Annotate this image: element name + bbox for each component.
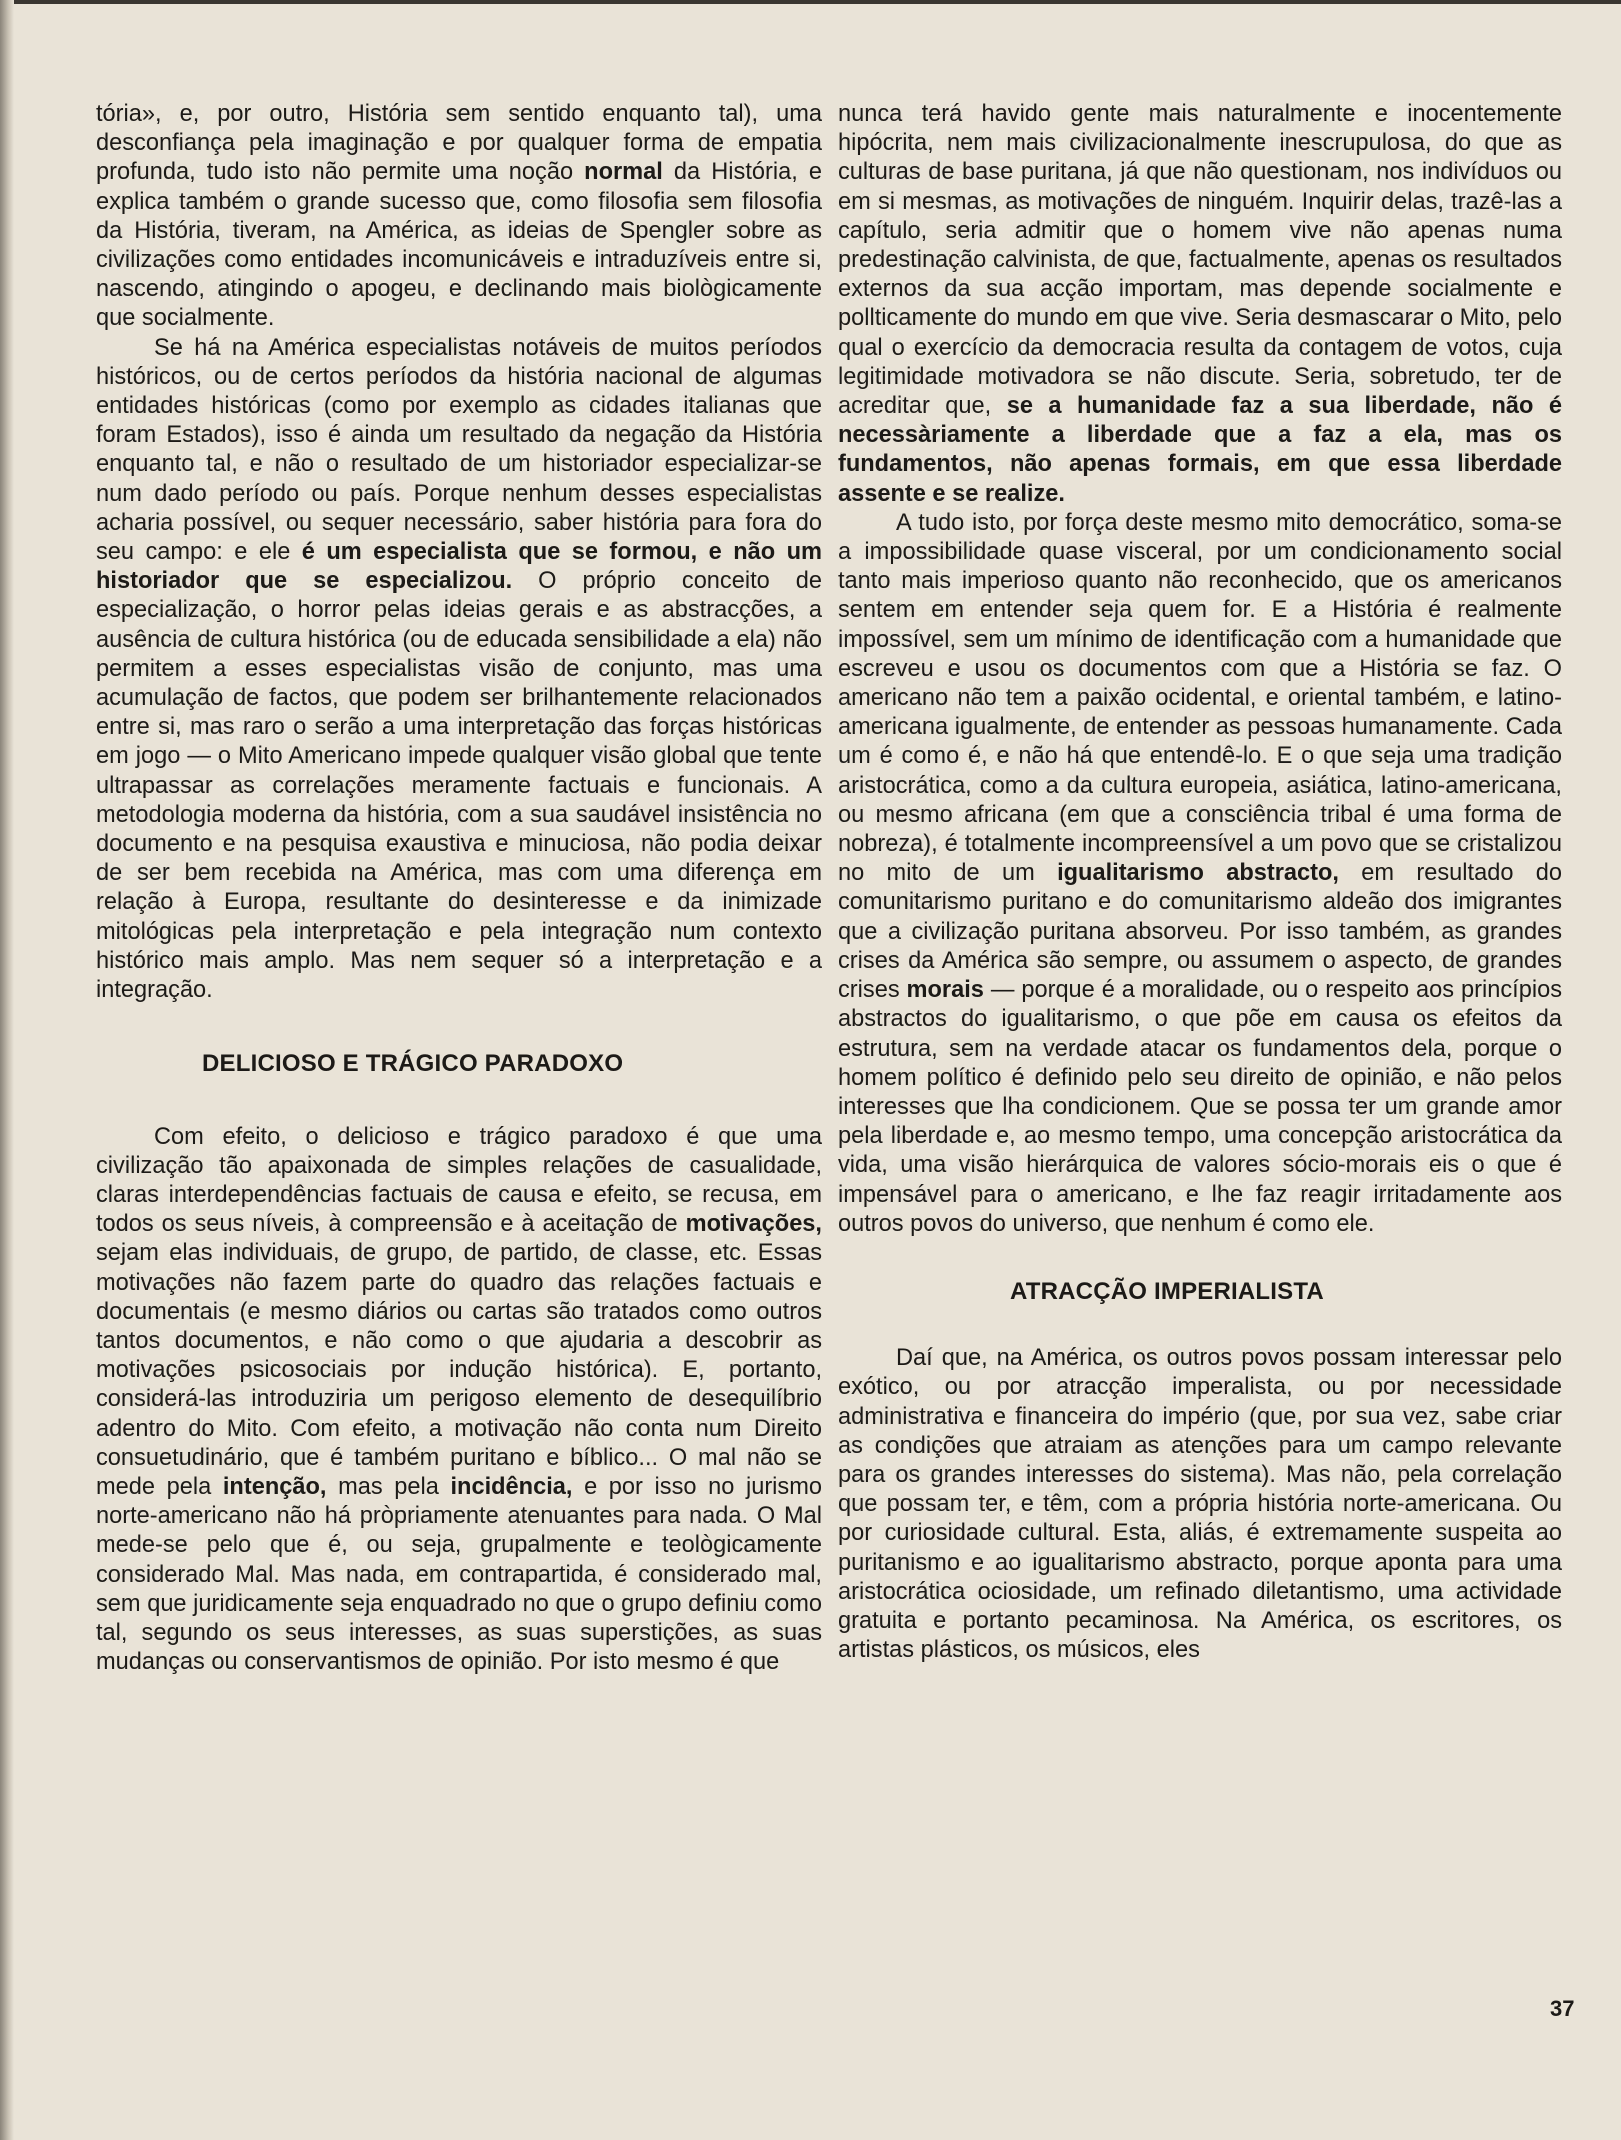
text-run: em resultado do comunitarismo puritano e do comunitarismo aldeão dos imigrantes que a civilização puritana absorveu. Por isso também, as grandes crises da América são sempre, ou assumem o aspecto, de grandes crises [838,860,1563,1004]
text-run: A tudo isto, por força deste mesmo mito democrático, soma-se a impossibilidade quase visceral, por um condicionamento social tanto mais imperioso quanto não reconhecido, que os americanos sentem em entender seja quem for. E a História é realmente impossível, sem um mínimo de identificação com a humanidade que escreveu e usou os documentos com que a História se faz. O americano não tem a paixão ocidental, e oriental também, e latino-americana igualmente, de entender as pessoas humanamente. Cada um é como é, e não há que entendê-lo. E o que seja uma tradição aristocrática, como a da cultura europeia, asiática, latino-americana, ou mesmo africana (em que a consciência tribal é uma forma de nobreza), é totalmente incompreensível a um povo que se cristalizou no mito de um [838,509,1562,887]
text-run: O próprio conceito de especialização, o horror pelas ideias gerais e as abstracções, a ausência de cultura histórica (ou de educada sensibilidade a ela) não permitem a esses especialistas visão de conjunto, mas uma acumulação de factos, que podem ser brilhantemente relacionados entre si, mas raro o serão a uma interpretação das forças históricas em jogo — o Mito Americano impede qualquer visão global que tente ultrapassar as correlações meramente factuais e funcionais. A metodologia moderna da história, com a sua saudável insistência no documento e na pesquisa exaustiva e minuciosa, não podia deixar de ser bem recebida na América, mas com uma diferença em relação à Europa, resultante do desinteresse e da inimizade mitológicas pela interpretação e pela integração num contexto histórico mais amplo. Mas nem sequer só a interpretação e a integração. [96,568,822,1004]
bold-text-run: se a humanidade faz a sua liberdade, não é necessàriamente a liberdade que a faz a ela, mas os fundamentos, não apenas formais, em que essa liberdade assente e se realize. [838,393,1562,507]
page-binding-edge [0,0,14,2140]
text-run: Se há na América especialistas notáveis de muitos períodos históricos, ou de certos períodos da história nacional de algumas entidades históricas (como por exemplo as cidades italianas que foram Estados), isso é ainda um resultado da negação da História enquanto tal, e não o resultado de um historiador especializar-se num dado período ou país. Porque nenhum desses especialistas acharia possível, ou sequer necessário, saber história para fora do seu campo: e ele [96,334,822,566]
paragraph [96,100,822,334]
text-run: da História, e explica também o grande sucesso que, como filosofia sem filosofia da História, tiveram, na América, as ideias de Spengler sobre as civilizações como entidades incomunicáveis e intraduzíveis entre si, nascendo, atingindo o apogeu, e declinando mais biològicamente que socialmente. [96,159,822,332]
paragraph [838,100,1562,509]
bold-text-run: motivações, [685,1211,822,1238]
bold-text-run: morais [906,977,984,1004]
section-heading: DELICIOSO E TRÁGICO PARADOXO [202,1050,624,1078]
paragraph [96,1123,822,1678]
paragraph [96,334,822,1006]
right-column [838,100,1562,1665]
bold-text-run: intenção, [222,1473,327,1500]
bold-text-run: incidência, [450,1473,573,1500]
text-run: — porque é a moralidade, ou o respeito aos princípios abstractos do igualitarismo, o que põe em causa os efeitos da estrutura, sem na verdade atacar os fundamentos dela, porque o homem político é definido pelo seu direito de opinião, e não pelos interesses que lha condicionem. Que se possa ter um grande amor pela liberdade e, ao mesmo tempo, uma concepção aristocrática da vida, uma visão hierárquica de valores sócio-morais eis o que é impensável para o americano, e lhe faz reagir irritadamente aos outros povos do universo, que nenhum é como ele. [838,977,1562,1237]
text-run: Com efeito, o delicioso e trágico paradoxo é que uma civilização tão apaixonada de simples relações de casualidade, claras interdependências factuais de causa e efeito, se recusa, em todos os seus níveis, à compreensão e à aceitação de [96,1123,822,1238]
text-run: nunca terá havido gente mais naturalmente e inocentemente hipócrita, nem mais civilizacionalmente inescrupulosa, do que as culturas de base puritana, já que não questionam, nos indivíduos ou em si mesmas, as motivações de ninguém. Inquirir delas, trazê-las a capítulo, seria admitir que o homem vive não apenas numa predestinação calvinista, de que, factualmente, apenas os resultados externos da sua acção importam, mas depende socialmente e pollticamente do mundo em que vive. Seria desmascarar o Mito, pelo qual o exercício da democracia resulta da contagem de votos, cuja legitimidade motivadora se não discute. Seria, sobretudo, ter de acreditar que, [838,101,1562,420]
page-number: 37 [1550,1996,1575,2021]
bold-text-run: é um especialista que se formou, e não um historiador que se especializou. [96,539,822,595]
section-heading: ATRACÇÃO IMPERIALISTA [1010,1277,1324,1305]
bold-text-run: igualitarismo abstracto, [1057,860,1339,887]
text-run: sejam elas individuais, de grupo, de partido, de classe, etc. Essas motivações não fazem parte do quadro das relações factuais e documentais (e mesmo diários ou cartas são tratados como outros tantos documentos, e não como o que ajudaria a descobrir as motivações psicosociais por indução histórica). E, portanto, considerá-las introduziria um perigoso elemento de desequilíbrio adentro do Mito. Com efeito, a motivação não conta num Direito consuetudinário, que é também puritano e bíblico... O mal não se mede pela [96,1240,822,1500]
text-run: tória», e, por outro, História sem sentido enquanto tal), uma desconfiança pela imaginação e por qualquer forma de empatia profunda, tudo isto não permite uma noção [96,101,822,186]
top-border-rule [0,0,1621,4]
bold-text-run: normal [584,159,663,186]
left-column [96,100,822,1677]
paragraph [838,1344,1562,1665]
text-run: Daí que, na América, os outros povos possam interessar pelo exótico, ou por atracção imperalista, ou por necessidade administrativa e financeira do império (que, por sua vez, sabe criar as condições que atraiam as atenções para um campo relevante para os grandes interesses do sistema). Mas não, pela correlação que possam ter, e têm, com a própria história norte-americana. Ou por curiosidade cultural. Esta, aliás, é extremamente suspeita ao puritanismo e ao igualitarismo abstracto, porque aponta para uma aristocrática ociosidade, um refinado diletantismo, uma actividade gratuita e portanto pecaminosa. Na América, os escritores, os artistas plásticos, os músicos, eles [838,1345,1562,1664]
text-run: mas pela [326,1473,451,1500]
paragraph [838,509,1562,1239]
text-run: e por isso no jurismo norte-americano não há pròpriamente atenuantes para nada. O Mal mede-se pelo que é, ou seja, grupalmente e teològicamente considerado Mal. Mas nada, em contrapartida, é considerado mal, sem que juridicamente seja enquadrado no que o grupo definiu como tal, segundo os seus interesses, as suas superstições, as suas mudanças ou conservantismos de opinião. Por isto mesmo é que [96,1473,822,1676]
